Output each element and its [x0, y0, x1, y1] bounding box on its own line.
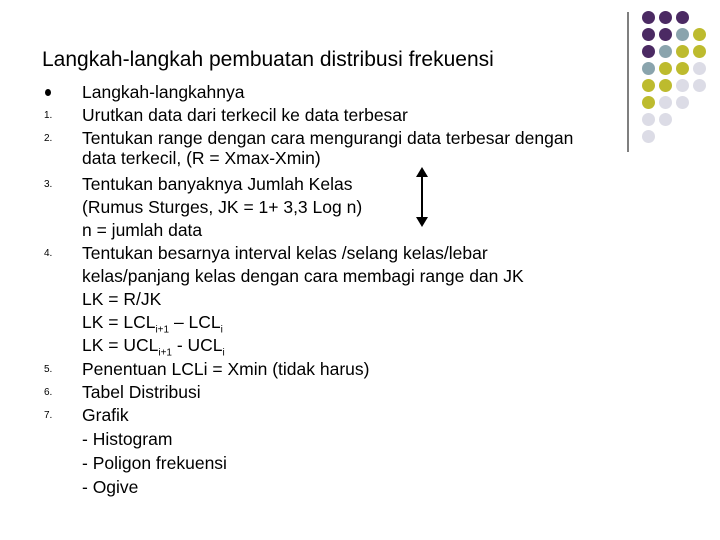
list-item-6: Tabel Distribusi: [82, 382, 201, 402]
list-marker-2: 2.: [44, 133, 53, 144]
list-marker-4: 4.: [44, 248, 53, 259]
list-item-5: Penentuan LCLi = Xmin (tidak harus): [82, 359, 370, 379]
list-marker-6: 6.: [44, 387, 53, 398]
dot: [642, 62, 655, 75]
list-item-3-line-3: n = jumlah data: [82, 220, 203, 240]
list-item-4-line-1: Tentukan besarnya interval kelas /selang kelas/lebar: [82, 243, 488, 263]
dot: [659, 11, 672, 24]
formula-lcl-subscript: i+1: [155, 324, 170, 336]
formula-ucl-subscript: i+1: [158, 347, 172, 359]
dot: [659, 96, 672, 109]
list-item-4-line-3: LK = R/JK: [82, 289, 162, 309]
list-item-7-sub-1: - Histogram: [82, 429, 173, 449]
slide-title: Langkah-langkah pembuatan distribusi frekuensi: [42, 48, 494, 71]
formula-lcl-subscript: i: [220, 324, 223, 336]
dot: [642, 113, 655, 126]
dot: [659, 45, 672, 58]
dot: [676, 11, 689, 24]
decorative-divider-line: [627, 12, 629, 152]
list-item-4-line-2: kelas/panjang kelas dengan cara membagi range dan JK: [82, 266, 524, 286]
dot: [642, 130, 655, 143]
formula-ucl-text: LK = UCL: [82, 335, 159, 355]
list-marker-5: 5.: [44, 364, 53, 375]
bullet-dot: [45, 89, 51, 96]
dot: [642, 45, 655, 58]
formula-ucl-subscript: i: [222, 347, 225, 359]
list-item-2-line-1: Tentukan range dengan cara mengurangi data terbesar dengan: [82, 128, 574, 148]
dot: [642, 28, 655, 41]
dot: [659, 62, 672, 75]
list-marker-7: 7.: [44, 410, 53, 421]
dot: [693, 79, 706, 92]
dot: [659, 79, 672, 92]
list-marker-3: 3.: [44, 179, 53, 190]
formula-lcl-text: – LCL: [169, 312, 221, 332]
dot: [676, 45, 689, 58]
list-item-7-sub-3: - Ogive: [82, 477, 139, 497]
list-item-heading: Langkah-langkahnya: [82, 82, 245, 102]
dot: [642, 96, 655, 109]
dot: [676, 79, 689, 92]
list-item-7: Grafik: [82, 405, 129, 425]
dot: [693, 62, 706, 75]
dot: [676, 28, 689, 41]
list-item-7-sub-2: - Poligon frekuensi: [82, 453, 227, 473]
dot: [676, 96, 689, 109]
dot: [659, 113, 672, 126]
formula-lcl-text: LK = LCL: [82, 312, 156, 332]
double-arrow-icon: [415, 167, 429, 227]
formula-ucl-text: - UCL: [171, 335, 223, 355]
dot: [659, 28, 672, 41]
dot: [642, 79, 655, 92]
formula-lcl: [82, 311, 223, 334]
dot: [676, 62, 689, 75]
dot: [693, 45, 706, 58]
list-item-3-line-1: Tentukan banyaknya Jumlah Kelas: [82, 174, 353, 194]
list-item-3-line-2: (Rumus Sturges, JK = 1+ 3,3 Log n): [82, 197, 363, 217]
list-item-1: Urutkan data dari terkecil ke data terbesar: [82, 105, 408, 125]
formula-ucl: [82, 334, 225, 357]
dot: [693, 28, 706, 41]
list-item-2-line-2: data terkecil, (R = Xmax-Xmin): [82, 148, 321, 168]
list-marker-1: 1.: [44, 110, 53, 121]
dot: [642, 11, 655, 24]
